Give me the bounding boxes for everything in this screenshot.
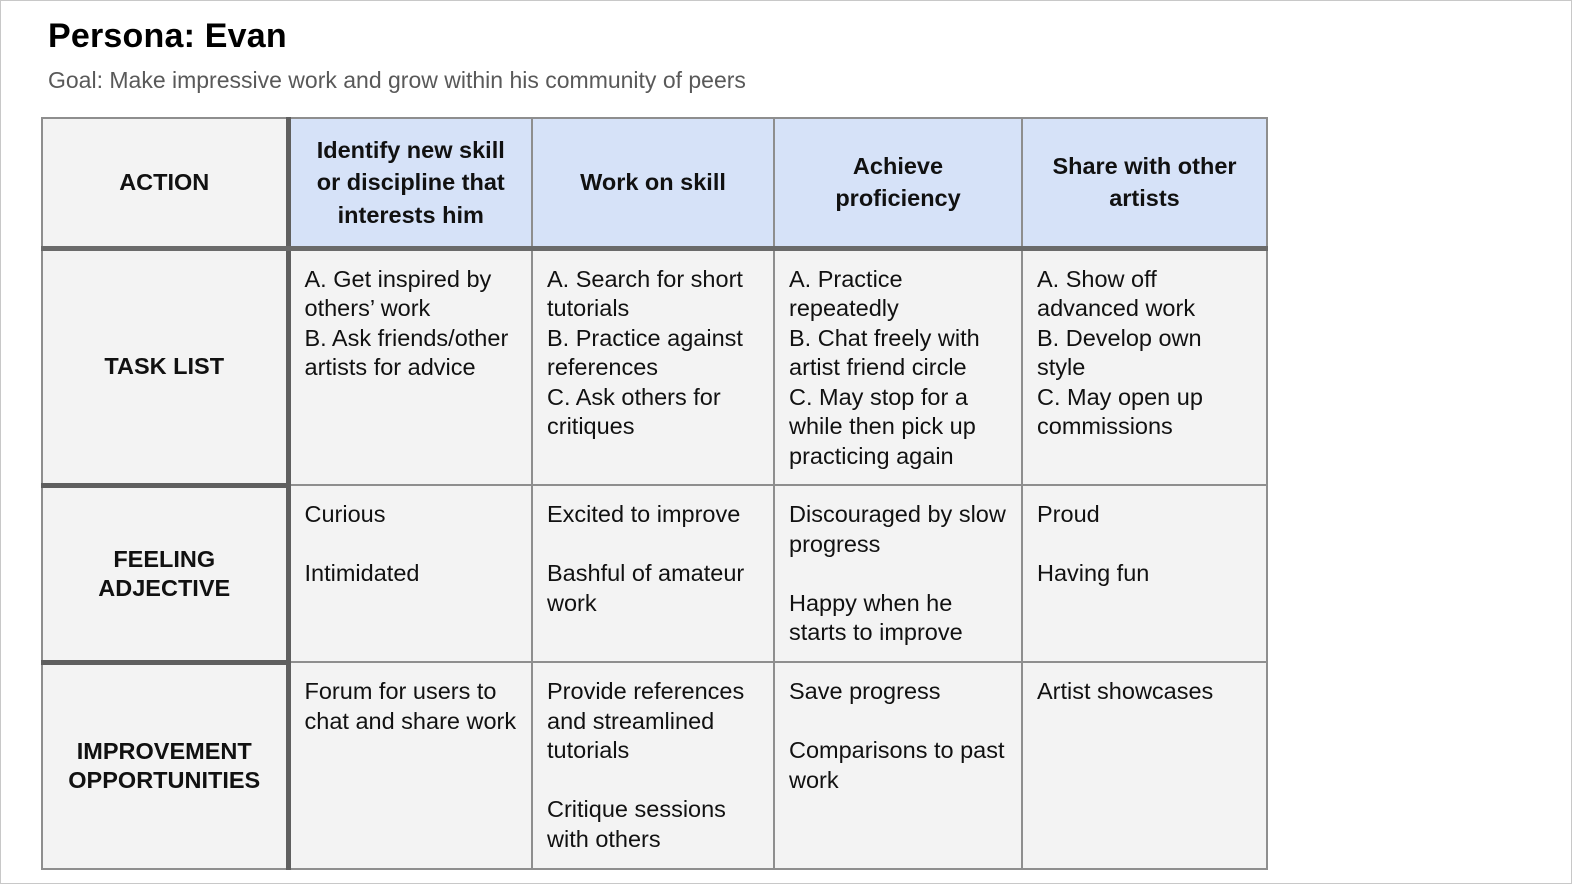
task-list-row <box>42 248 1267 485</box>
feeling-item: Intimidated <box>304 560 420 586</box>
feeling-cell <box>532 485 774 662</box>
improvement-item: Save progress <box>789 678 941 704</box>
feeling-cell <box>774 485 1022 662</box>
feeling-item: Discouraged by slow progress <box>789 501 1013 557</box>
spacer <box>789 707 1007 737</box>
spacer <box>547 766 759 796</box>
action-cell: Work on skill <box>532 118 774 248</box>
improvement-cell <box>774 662 1022 869</box>
action-row <box>42 118 1267 248</box>
task-item: A. Get inspired by others’ work <box>304 265 498 321</box>
feeling-item: Bashful of amateur work <box>547 560 751 616</box>
task-item: B. Chat freely with artist friend circle <box>789 324 987 380</box>
feeling-item: Excited to improve <box>547 501 741 527</box>
task-list-cell <box>774 248 1022 485</box>
task-item: A. Search for short tutorials <box>547 265 750 321</box>
task-list-cell <box>532 248 774 485</box>
feeling-item: Proud <box>1037 501 1100 527</box>
spacer <box>789 559 1007 589</box>
journey-map-table <box>41 117 1268 870</box>
task-item: B. Ask friends/other artists for advice <box>304 324 515 380</box>
improvement-item: Forum for users to chat and share work <box>304 678 517 734</box>
improvement-cell <box>532 662 774 869</box>
task-item: A. Show off advanced work <box>1037 265 1196 321</box>
feeling-cell <box>288 485 532 662</box>
spacer <box>1037 530 1252 560</box>
action-cell: Identify new skill or discipline that interests him <box>288 118 532 248</box>
task-item: B. Practice against references <box>547 324 750 380</box>
improvement-cell <box>1022 662 1267 869</box>
task-item: A. Practice repeatedly <box>789 265 910 321</box>
spacer <box>547 530 759 560</box>
task-item: B. Develop own style <box>1037 324 1209 380</box>
page-title: Persona: Evan <box>48 17 287 55</box>
row-header-action: ACTION <box>42 118 288 248</box>
task-item: C. May stop for a while then pick up practicing again <box>789 383 983 469</box>
improvement-row <box>42 662 1267 869</box>
spacer <box>305 530 518 560</box>
feeling-cell <box>1022 485 1267 662</box>
feeling-item: Having fun <box>1037 560 1150 586</box>
action-cell: Achieve proficiency <box>774 118 1022 248</box>
improvement-item: Artist showcases <box>1037 678 1214 704</box>
task-item: C. Ask others for critiques <box>547 383 728 439</box>
row-header-task-list: TASK LIST <box>42 248 288 485</box>
feeling-item: Happy when he starts to improve <box>789 589 963 645</box>
improvement-cell <box>288 662 532 869</box>
feeling-row <box>42 485 1267 662</box>
row-header-improvement: IMPROVEMENT OPPORTUNITIES <box>42 662 288 869</box>
improvement-item: Comparisons to past work <box>789 737 1012 793</box>
persona-goal: Goal: Make impressive work and grow within his community of peers <box>48 67 746 93</box>
improvement-item: Provide references and streamlined tutorials <box>547 678 751 763</box>
row-header-feeling: FEELING ADJECTIVE <box>42 485 288 662</box>
action-cell: Share with other artists <box>1022 118 1267 248</box>
task-list-cell <box>288 248 532 485</box>
improvement-item: Critique sessions with others <box>547 796 733 852</box>
feeling-item: Curious <box>304 501 386 527</box>
task-list-cell <box>1022 248 1267 485</box>
task-item: C. May open up commissions <box>1037 383 1210 439</box>
